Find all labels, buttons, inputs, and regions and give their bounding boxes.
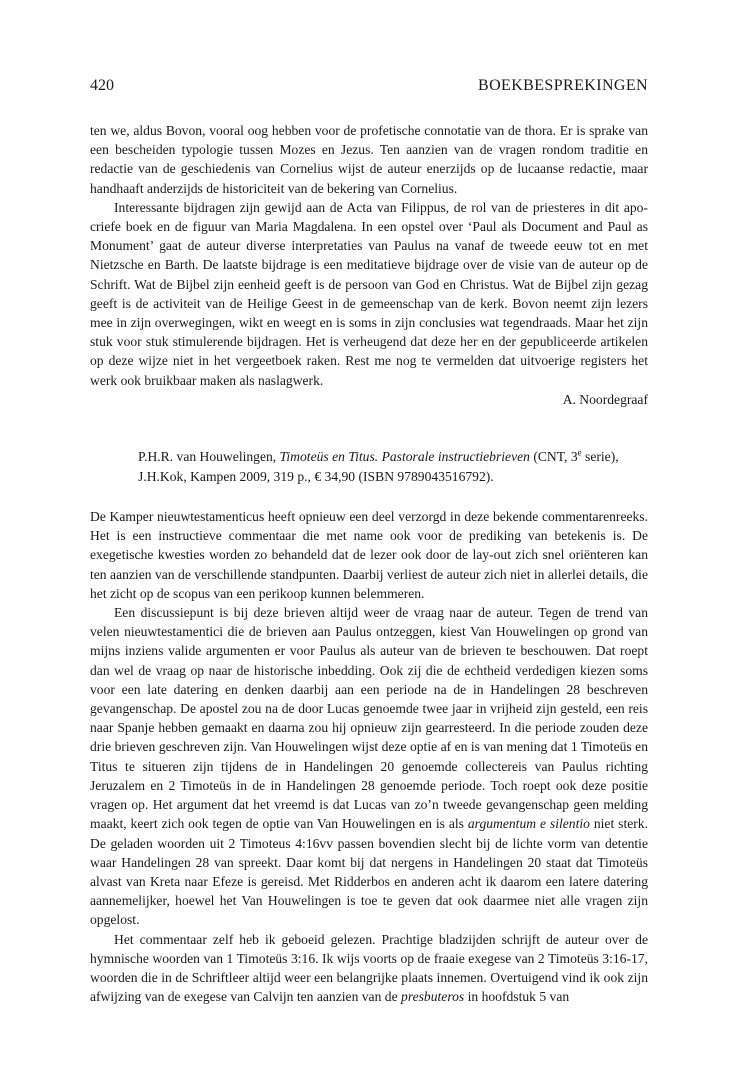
biblio-line-1 bbox=[138, 447, 638, 467]
page-number: 420 bbox=[90, 77, 114, 94]
review2-p3-italic: presbuteros bbox=[401, 989, 465, 1005]
biblio-title: Timoteüs en Titus. Pastorale instructiebrieven bbox=[279, 449, 530, 465]
review2-paragraph-3 bbox=[90, 930, 648, 1007]
page-body bbox=[90, 121, 648, 1006]
review2-p2-text-a: Een discussiepunt is bij deze brieven altijd weer de vraag naar de auteur. Tegen de trend van velen nieuwtestamentici die de brieven aan Paulus ontzeggen, kiest Van Houwelingen op grond van mijns inziens valide argumenten er voor Paulus als auteur van de brieven te beschouwen. Dat roept dan wel de vraag op naar de historische inbedding. Ook zij die de echtheid verdedigen kiezen soms voor een late datering en denken daarbij aan een periode na de in Handelingen 28 beschreven gevangenschap. De apostel zou na de door Lucas genoemde twee jaar in vrijheid zijn gesteld, een reis naar Spanje hebben gemaakt en daarna zou hij opnieuw zijn gearresteerd. In die periode zouden deze drie brieven geschreven zijn. Van Houwelingen wijst deze optie af en is van mening dat 1 Timoteüs en Titus te situeren zijn tijdens de in Handelingen 20 genoemde collectereis van Paulus richting Jeruzalem en 2 Timoteüs in de in Handelingen 28 genoemde periode. Toch roept ook deze positie vragen op. Het argument dat het vreemd is dat Lucas van zo’n tweede gevangenschap geen melding maakt, keert zich ook tegen de optie van Van Houwelingen en is als bbox=[90, 605, 648, 832]
review1-paragraph-2: Interessante bijdragen zijn gewijd aan de Acta van Filippus, de rol van de priesteres in dit apocriefe boek en de figuur van Maria Magdalena. In een opstel over ‘Paul als Document and Paul as Monument’ gaat de auteur diverse interpretaties van Paulus na vanaf de tweede eeuw tot en met Nietzsche en Barth. De laatste bijdrage is een meditatieve bijdrage over de visie van de auteur op de Schrift. Wat de Bijbel zijn eenheid geeft is de persoon van God en Christus. Wat de Bijbel zijn gezag geeft is de activiteit van de Heilige Geest in de gemeenschap van de kerk. Bovon neemt zijn lezers mee in zijn overwegingen, wikt en weegt en is soms in zijn conclusies wat tegendraads. Maar het zijn stuk voor stuk stimulerende bijdragen. Het is verheugend dat deze her en der gepubliceerde artikelen op deze wijze niet in het vergeetboek raken. Rest me nog te vermelden dat uitvoerige registers het werk ook bruikbaar maken als naslagwerk. bbox=[90, 199, 648, 388]
review2-paragraph-2 bbox=[90, 603, 648, 929]
review2-p2-italic: argumentum e silentio bbox=[467, 816, 590, 832]
running-title: BOEKBESPREKINGEN bbox=[478, 77, 648, 94]
review2-p2-text-b: niet sterk. De geladen woorden uit 2 Timoteus 4:16vv passen bovendien slecht bij de lichte vorm van detentie waar Handelingen 28 van spreekt. Daar komt bij dat nergens in Handelingen 20 staat dat Timoteüs alvast van Kreta naar Efeze is gereisd. Met Ridderbos en anderen acht ik daarom een latere datering aannemelijker, hoewel het Van Houwelingen is toe te geven dat ook daarmee niet alle vragen zijn opgelost. bbox=[90, 816, 648, 928]
review2-paragraph-1: De Kamper nieuwtestamenticus heeft opnieuw een deel verzorgd in deze bekende commentarenreeks. Het is een instructieve commentaar die met name ook voor de prediking van betekenis is. De exegetische kwesties worden zo behandeld dat de lezer ook door de lay-out zich snel oriënteren kan ten aanzien van de verschillende standpunten. Daarbij verliest de auteur zich niet in allerlei details, die het zicht op de scopus van een perikoop kunnen belemmeren. bbox=[90, 509, 648, 601]
biblio-series-sup: e bbox=[577, 447, 582, 458]
review-van-houwelingen bbox=[90, 507, 648, 1006]
bibliographic-entry bbox=[90, 447, 648, 487]
reviewer-signature: A. Noordegraaf bbox=[562, 391, 648, 407]
review2-p3-text-b: in hoofdstuk 5 van bbox=[464, 989, 570, 1005]
review1-paragraph-1: ten we, aldus Bovon, vooral oog hebben voor de profetische connotatie van de thora. Er is sprake van een bescheiden typologie tussen Mozes en Jezus. Ten aanzien van de vragen rondom traditie en redactie van de geschiedenis van Cornelius wijst de auteur enerzijds op de lucaanse redactie, maar handhaaft anderzijds de historiciteit van de bekering van Cornelius. bbox=[90, 123, 648, 196]
biblio-series-pre: (CNT, 3 bbox=[529, 449, 578, 465]
biblio-publisher: J.H.Kok, Kampen 2009, 319 p., € 34,90 (ISBN 9789043516792). bbox=[138, 469, 494, 485]
running-header bbox=[90, 77, 648, 101]
review-bovon bbox=[90, 121, 648, 409]
biblio-author: P.H.R. van Houwelingen, bbox=[138, 449, 280, 465]
biblio-series-post: serie), bbox=[581, 449, 619, 465]
review2-p3-text-a: Het commentaar zelf heb ik geboeid gelezen. Prachtige bladzijden schrijft de auteur over de hymnische woorden van 1 Timoteüs 3:16. Ik wijs voorts op de fraaie exegese van 2 Timoteüs 3:16-17, woorden die in de Schriftleer altijd weer een belangrijke plaats innemen. Overtuigend vind ik ook zijn afwijzing van de exegese van Calvijn ten aanzien van de bbox=[90, 931, 648, 1005]
